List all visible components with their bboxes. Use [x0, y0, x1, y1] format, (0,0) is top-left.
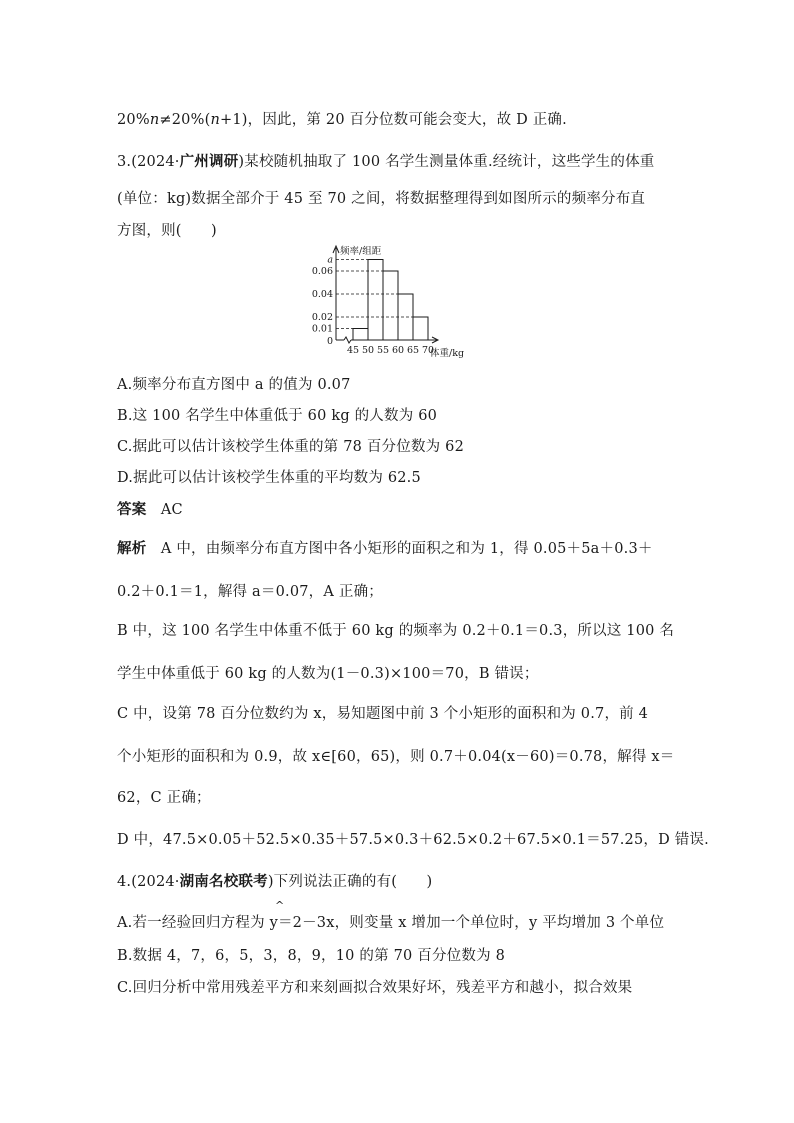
analysis-text: A 中，由频率分布直方图中各小矩形的面积之和为 1，得 0.05＋5a＋0.3＋	[160, 541, 653, 557]
text: 20%	[117, 112, 150, 128]
y-tick-label: 0.04	[311, 289, 333, 300]
origin-label: 0	[326, 336, 333, 347]
histogram-bar	[368, 260, 383, 341]
hat-symbol: ^	[275, 899, 285, 912]
analysis-line6: 个小矩形的面积和为 0.9，故 x∈[60，65)，则 0.7＋0.04(x－60)＝0.78，解得 x＝	[117, 749, 675, 765]
q3-stem-line2: (单位：kg)数据全部介于 45 至 70 之间，将数据整理得到如图所示的频率分布直	[117, 191, 646, 207]
histogram-bar	[353, 329, 368, 341]
q3-option-d: D.据此可以估计该校学生体重的平均数为 62.5	[117, 470, 421, 486]
text: +1)，因此，第 20 百分位数可能会变大，故 D 正确.	[219, 112, 567, 128]
frequency-histogram	[300, 240, 490, 362]
x-tick-label: 65	[406, 345, 420, 356]
x-tick-label: 70	[421, 345, 435, 356]
analysis-line1	[117, 537, 653, 558]
axis-break	[344, 337, 351, 343]
analysis-line3: B 中，这 100 名学生中体重不低于 60 kg 的频率为 0.2＋0.1＝0.3，所以这 100 名	[117, 623, 675, 639]
histogram-bar	[398, 294, 413, 340]
y-tick-label: 0.01	[311, 323, 333, 335]
question-number: 4.(2024·	[117, 874, 180, 890]
histogram-bar	[413, 317, 428, 340]
y-tick-label: 0.02	[311, 312, 333, 323]
y-tick-label: 0.06	[311, 266, 333, 277]
analysis-line2: 0.2＋0.1＝1，解得 a＝0.07，A 正确；	[117, 584, 383, 600]
x-tick-label: 60	[391, 345, 405, 356]
prev-solution-line	[117, 108, 567, 129]
y-axis-label: 频率/组距	[340, 246, 382, 257]
x-tick-label: 45	[346, 345, 360, 356]
var-n: n	[149, 112, 160, 128]
q3-option-a: A.频率分布直方图中 a 的值为 0.07	[117, 377, 351, 393]
question-source: 湖南名校联考	[179, 873, 268, 890]
x-tick-label: 50	[361, 345, 375, 356]
question-text: )某校随机抽取了 100 名学生测量体重.经统计，这些学生的体重	[238, 154, 655, 170]
y-tick-label: a	[327, 254, 333, 266]
x-tick-label: 55	[376, 345, 390, 356]
q4-option-c: C.回归分析中常用残差平方和来刻画拟合效果好坏，残差平方和越小，拟合效果	[117, 980, 633, 996]
analysis-line4: 学生中体重低于 60 kg 的人数为(1－0.3)×100＝70，B 错误；	[117, 666, 539, 682]
x-axis-label: 体重/kg	[430, 348, 465, 359]
question-number: 3.(2024·	[117, 154, 180, 170]
q3-stem-line3: 方图，则( )	[117, 223, 217, 239]
text: ≠20%(	[159, 112, 211, 128]
q4-stem	[117, 870, 432, 891]
answer-line	[117, 498, 183, 519]
analysis-line7: 62，C 正确；	[117, 790, 211, 806]
analysis-label: 解析	[117, 540, 147, 557]
histogram-bar	[383, 271, 398, 340]
question-text: )下列说法正确的有( )	[267, 874, 433, 890]
analysis-line8: D 中，47.5×0.05＋52.5×0.35＋57.5×0.3＋62.5×0.2＋67.5×0.1＝57.25，D 错误.	[117, 832, 709, 848]
answer-value: AC	[160, 502, 183, 518]
q3-option-c: C.据此可以估计该校学生体重的第 78 百分位数为 62	[117, 439, 465, 455]
q3-option-b: B.这 100 名学生中体重低于 60 kg 的人数为 60	[117, 408, 438, 424]
answer-label: 答案	[117, 501, 147, 518]
q4-option-b: B.数据 4，7，6，5，3，8，9，10 的第 70 百分位数为 8	[117, 948, 506, 964]
q4-option-a: A.若一经验回归方程为 y＝2－3x，则变量 x 增加一个单位时，y 平均增加 3 个单位	[117, 915, 665, 931]
question-source: 广州调研	[179, 153, 239, 170]
q3-stem-line1	[117, 150, 654, 171]
var-n: n	[210, 112, 220, 128]
analysis-line5: C 中，设第 78 百分位数约为 x，易知题图中前 3 个小矩形的面积和为 0.7，前 4	[117, 706, 649, 722]
